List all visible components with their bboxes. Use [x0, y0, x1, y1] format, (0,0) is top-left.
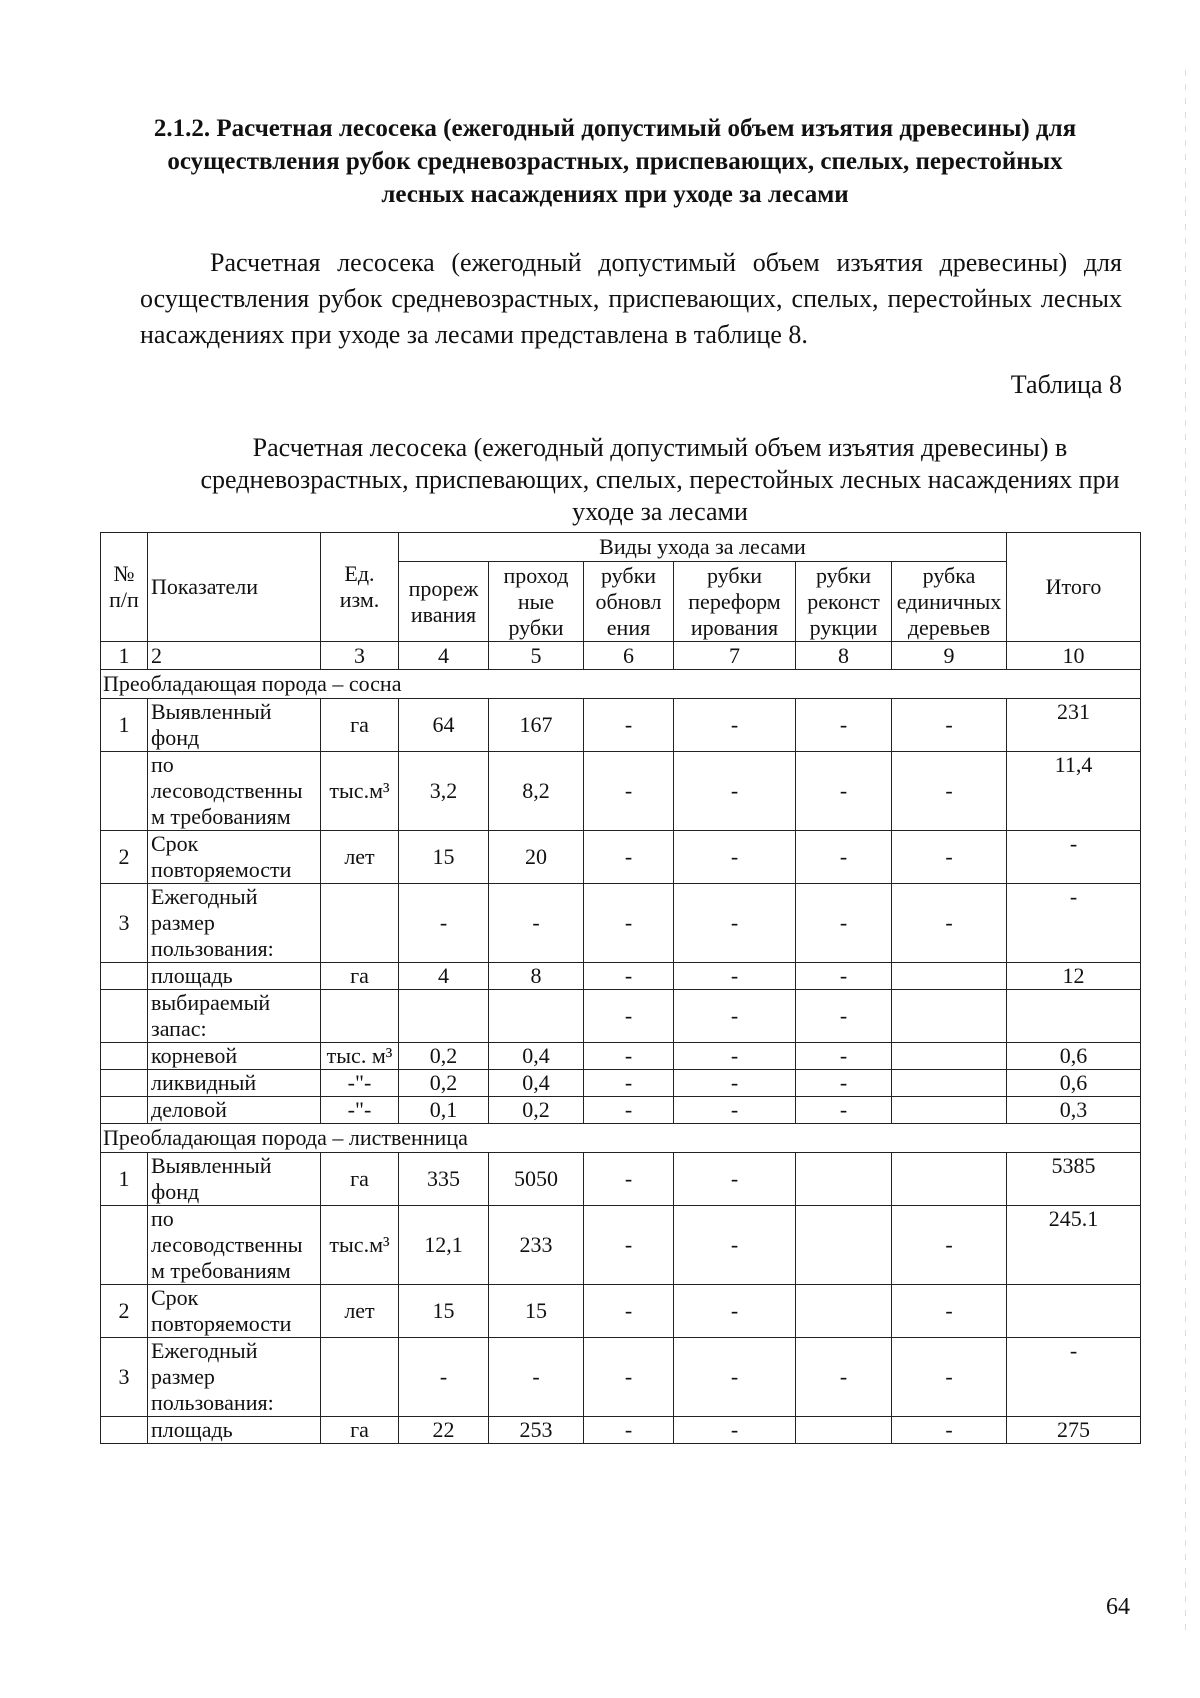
row-total-cell: 0,6	[1007, 1070, 1141, 1097]
row-value-cell	[489, 990, 584, 1043]
table-row	[101, 1097, 1141, 1124]
row-value-cell: -	[674, 752, 796, 831]
row-value-cell: -	[796, 1043, 892, 1070]
col-indicator-header: Показатели	[148, 533, 321, 642]
row-num-cell	[101, 1043, 148, 1070]
row-value-cell: -	[489, 1338, 584, 1417]
row-value-cell: 3,2	[399, 752, 489, 831]
row-value-cell: -	[674, 1417, 796, 1444]
row-value-cell: 4	[399, 963, 489, 990]
row-total-cell: 11,4	[1007, 752, 1141, 831]
row-value-cell: -	[584, 884, 674, 963]
row-value-cell: -	[674, 1153, 796, 1206]
row-value-cell: -	[674, 699, 796, 752]
row-value-cell: 0,4	[489, 1043, 584, 1070]
row-value-cell: -	[584, 1043, 674, 1070]
row-value-cell: 22	[399, 1417, 489, 1444]
row-num-cell	[101, 990, 148, 1043]
row-value-cell: -	[674, 831, 796, 884]
row-unit-cell: га	[321, 1417, 399, 1444]
section-title: Преобладающая порода – лиственница	[101, 1124, 1141, 1153]
row-value-cell: -	[399, 884, 489, 963]
row-unit-cell	[321, 1338, 399, 1417]
row-value-cell: -	[584, 963, 674, 990]
allowable-cut-table	[100, 532, 1141, 1444]
row-value-cell: 253	[489, 1417, 584, 1444]
row-value-cell: -	[892, 884, 1007, 963]
row-value-cell: -	[584, 1097, 674, 1124]
row-label-cell: Срок повторяемости	[148, 831, 321, 884]
section-row	[101, 1124, 1141, 1153]
table-row	[101, 884, 1141, 963]
column-number-cell: 4	[399, 642, 489, 670]
header-row-top	[101, 533, 1141, 562]
row-value-cell: 20	[489, 831, 584, 884]
col-renewal-cut-header: рубки обновл ения	[584, 562, 674, 642]
row-total-cell: 275	[1007, 1417, 1141, 1444]
row-num-cell	[101, 1097, 148, 1124]
row-num-cell: 2	[101, 831, 148, 884]
col-total-header: Итого	[1007, 533, 1141, 642]
table-body	[101, 670, 1141, 1444]
row-value-cell	[892, 1097, 1007, 1124]
row-label-cell: Ежегодный размер пользования:	[148, 884, 321, 963]
row-value-cell: -	[674, 1043, 796, 1070]
row-value-cell	[796, 1417, 892, 1444]
table-row	[101, 1153, 1141, 1206]
row-unit-cell: тыс.м³	[321, 1206, 399, 1285]
row-value-cell: -	[584, 752, 674, 831]
table-row	[101, 831, 1141, 884]
row-value-cell: 8	[489, 963, 584, 990]
row-value-cell: -	[399, 1338, 489, 1417]
row-value-cell: -	[796, 1097, 892, 1124]
row-value-cell: -	[892, 831, 1007, 884]
table-row	[101, 1417, 1141, 1444]
row-value-cell: 335	[399, 1153, 489, 1206]
row-unit-cell: -"-	[321, 1097, 399, 1124]
row-num-cell: 1	[101, 1153, 148, 1206]
row-value-cell	[892, 1043, 1007, 1070]
row-value-cell	[796, 1153, 892, 1206]
row-unit-cell: га	[321, 963, 399, 990]
row-value-cell: 167	[489, 699, 584, 752]
row-num-cell	[101, 963, 148, 990]
row-value-cell: 0,4	[489, 1070, 584, 1097]
row-total-cell: 0,6	[1007, 1043, 1141, 1070]
row-total-cell: 245.1	[1007, 1206, 1141, 1285]
row-value-cell: 0,2	[399, 1070, 489, 1097]
row-label-cell: Ежегодный размер пользования:	[148, 1338, 321, 1417]
column-number-cell: 2	[148, 642, 321, 670]
row-value-cell: -	[584, 990, 674, 1043]
row-unit-cell: тыс. м³	[321, 1043, 399, 1070]
row-value-cell: -	[584, 699, 674, 752]
scan-edge-decoration	[1185, 70, 1186, 1630]
row-value-cell: -	[674, 884, 796, 963]
row-total-cell: 5385	[1007, 1153, 1141, 1206]
column-number-cell: 3	[321, 642, 399, 670]
row-num-cell: 3	[101, 1338, 148, 1417]
row-value-cell	[892, 1153, 1007, 1206]
row-value-cell: -	[674, 963, 796, 990]
table-row	[101, 963, 1141, 990]
row-value-cell: -	[584, 1338, 674, 1417]
row-label-cell: Срок повторяемости	[148, 1285, 321, 1338]
row-value-cell: -	[674, 1206, 796, 1285]
row-num-cell	[101, 752, 148, 831]
row-label-cell: по лесоводственны м требованиям	[148, 752, 321, 831]
row-label-cell: выбираемый запас:	[148, 990, 321, 1043]
row-value-cell: 12,1	[399, 1206, 489, 1285]
row-total-cell: 231	[1007, 699, 1141, 752]
table-row	[101, 699, 1141, 752]
row-value-cell	[892, 963, 1007, 990]
row-value-cell: -	[796, 1338, 892, 1417]
row-total-cell: -	[1007, 1338, 1141, 1417]
row-value-cell: -	[892, 1338, 1007, 1417]
row-total-cell: 12	[1007, 963, 1141, 990]
col-single-trees-header: рубка единичных деревьев	[892, 562, 1007, 642]
row-value-cell: 15	[489, 1285, 584, 1338]
row-value-cell: -	[796, 752, 892, 831]
row-value-cell	[796, 1206, 892, 1285]
table-label: Таблица 8	[1010, 370, 1122, 399]
table-row	[101, 1206, 1141, 1285]
column-number-cell: 5	[489, 642, 584, 670]
section-heading: 2.1.2. Расчетная лесосека (ежегодный допустимый объем изъятия древесины) для осуществления рубок средневозрастных, приспевающих, спелых, перестойных лесных насаждениях при уходе за лесами	[153, 115, 1077, 208]
row-value-cell: -	[796, 1070, 892, 1097]
row-value-cell: -	[584, 1153, 674, 1206]
row-value-cell: -	[584, 1285, 674, 1338]
row-value-cell: -	[796, 990, 892, 1043]
row-value-cell: 15	[399, 831, 489, 884]
row-label-cell: по лесоводственны м требованиям	[148, 1206, 321, 1285]
row-value-cell: 233	[489, 1206, 584, 1285]
row-unit-cell: лет	[321, 1285, 399, 1338]
row-num-cell: 3	[101, 884, 148, 963]
intro-paragraph: Расчетная лесосека (ежегодный допустимый объем изъятия древесины) для осуществления рубок средневозрастных, приспевающих, спелых, перестойных лесных насаждениях при уходе за лесами представлена в таблице 8.	[140, 248, 1122, 349]
row-unit-cell	[321, 990, 399, 1043]
row-value-cell: -	[674, 1285, 796, 1338]
row-label-cell: Выявленный фонд	[148, 699, 321, 752]
row-value-cell: -	[584, 831, 674, 884]
section-title: Преобладающая порода – сосна	[101, 670, 1141, 699]
table-row	[101, 990, 1141, 1043]
row-value-cell	[399, 990, 489, 1043]
col-reform-cut-header: рубки переформ ирования	[674, 562, 796, 642]
row-value-cell: 0,2	[399, 1043, 489, 1070]
row-value-cell: -	[584, 1206, 674, 1285]
row-total-cell: -	[1007, 884, 1141, 963]
row-label-cell: Выявленный фонд	[148, 1153, 321, 1206]
row-total-cell: -	[1007, 831, 1141, 884]
column-number-cell: 6	[584, 642, 674, 670]
row-value-cell	[892, 1070, 1007, 1097]
column-numbers-row	[101, 642, 1141, 670]
row-value-cell: -	[892, 752, 1007, 831]
row-total-cell: 0,3	[1007, 1097, 1141, 1124]
row-value-cell: 0,2	[489, 1097, 584, 1124]
column-number-cell: 8	[796, 642, 892, 670]
col-passing-cut-header: проход ные рубки	[489, 562, 584, 642]
col-reconstruction-cut-header: рубки реконст рукции	[796, 562, 892, 642]
row-unit-cell: лет	[321, 831, 399, 884]
column-number-cell: 9	[892, 642, 1007, 670]
row-unit-cell: тыс.м³	[321, 752, 399, 831]
row-value-cell: -	[892, 1417, 1007, 1444]
row-unit-cell: -"-	[321, 1070, 399, 1097]
row-value-cell: -	[892, 699, 1007, 752]
table-row	[101, 1070, 1141, 1097]
row-value-cell: 8,2	[489, 752, 584, 831]
row-value-cell: 0,1	[399, 1097, 489, 1124]
row-num-cell	[101, 1206, 148, 1285]
col-thinning-header: прореж ивания	[399, 562, 489, 642]
page-number: 64	[1106, 1594, 1130, 1620]
row-value-cell: -	[674, 1338, 796, 1417]
column-number-cell: 10	[1007, 642, 1141, 670]
row-value-cell: 64	[399, 699, 489, 752]
row-unit-cell: га	[321, 1153, 399, 1206]
row-value-cell: -	[584, 1070, 674, 1097]
table-row	[101, 752, 1141, 831]
row-value-cell: -	[796, 963, 892, 990]
table-caption: Расчетная лесосека (ежегодный допустимый объем изъятия древесины) в средневозрастных, приспевающих, спелых, перестойных лесных насаждениях при уходе за лесами	[200, 433, 1120, 526]
row-num-cell	[101, 1417, 148, 1444]
col-unit-header: Ед. изм.	[321, 533, 399, 642]
row-value-cell	[796, 1285, 892, 1338]
col-num-header: № п/п	[101, 533, 148, 642]
row-value-cell: 15	[399, 1285, 489, 1338]
row-value-cell: -	[796, 831, 892, 884]
table-row	[101, 1043, 1141, 1070]
row-num-cell	[101, 1070, 148, 1097]
row-label-cell: ликвидный	[148, 1070, 321, 1097]
table-row	[101, 1285, 1141, 1338]
row-label-cell: корневой	[148, 1043, 321, 1070]
row-total-cell	[1007, 990, 1141, 1043]
section-row	[101, 670, 1141, 699]
row-total-cell	[1007, 1285, 1141, 1338]
row-value-cell: -	[892, 1285, 1007, 1338]
column-number-cell: 1	[101, 642, 148, 670]
row-value-cell: -	[892, 1206, 1007, 1285]
row-value-cell: -	[796, 699, 892, 752]
row-value-cell: -	[674, 1097, 796, 1124]
row-value-cell: -	[584, 1417, 674, 1444]
row-value-cell: 5050	[489, 1153, 584, 1206]
row-label-cell: площадь	[148, 1417, 321, 1444]
row-label-cell: деловой	[148, 1097, 321, 1124]
row-num-cell: 1	[101, 699, 148, 752]
row-value-cell	[892, 990, 1007, 1043]
table-row	[101, 1338, 1141, 1417]
row-value-cell: -	[674, 990, 796, 1043]
column-number-cell: 7	[674, 642, 796, 670]
row-value-cell: -	[674, 1070, 796, 1097]
row-unit-cell	[321, 884, 399, 963]
row-num-cell: 2	[101, 1285, 148, 1338]
row-value-cell: -	[796, 884, 892, 963]
row-label-cell: площадь	[148, 963, 321, 990]
care-types-header: Виды ухода за лесами	[399, 533, 1007, 562]
row-value-cell: -	[489, 884, 584, 963]
row-unit-cell: га	[321, 699, 399, 752]
